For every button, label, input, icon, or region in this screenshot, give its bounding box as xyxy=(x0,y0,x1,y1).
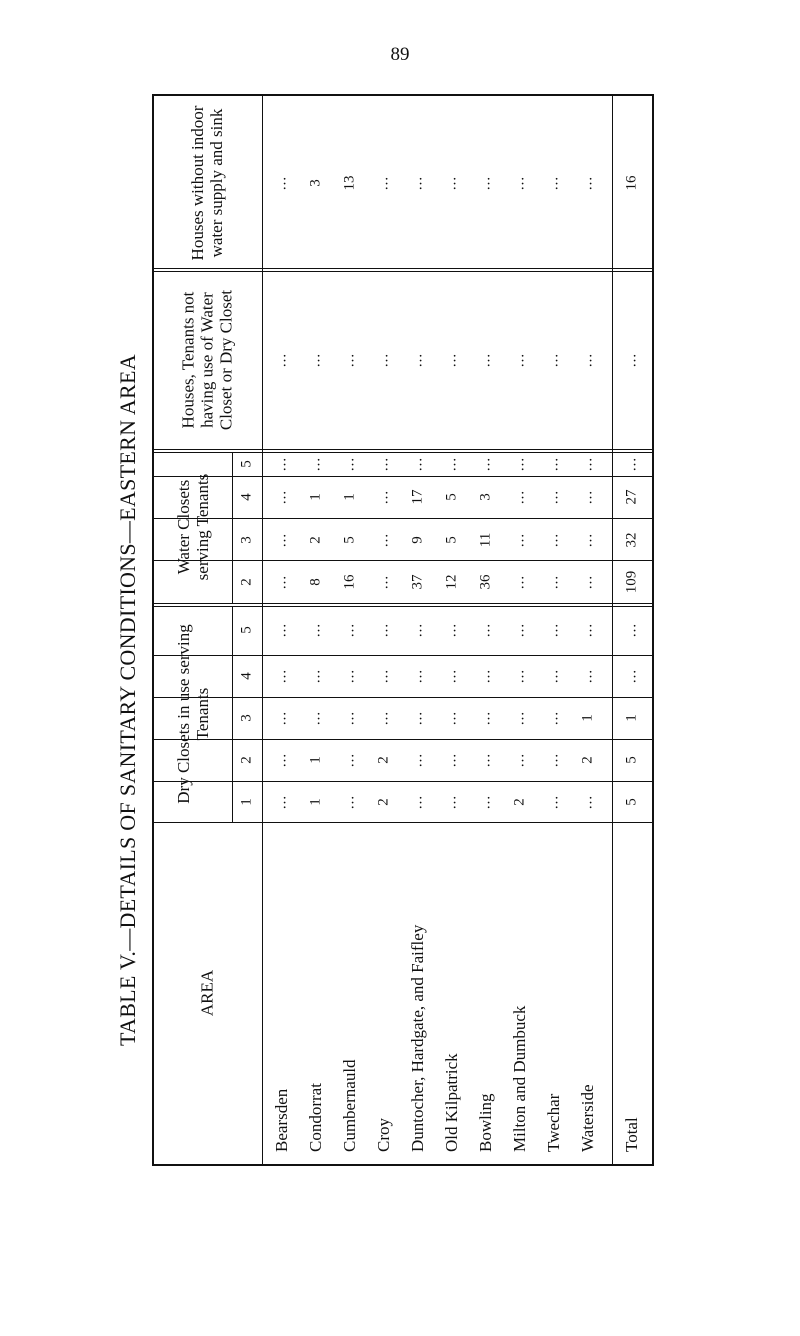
rule-dry-4-5 xyxy=(152,655,654,656)
rule-dry-1-2 xyxy=(152,781,654,782)
rule-top xyxy=(152,94,654,96)
rule-wc-2-3 xyxy=(152,518,654,519)
rule-bottom xyxy=(152,1164,654,1166)
rule-dry-2-3 xyxy=(152,739,654,740)
rule-right xyxy=(652,94,654,1166)
rule-wc-4-5 xyxy=(152,476,654,477)
page-number: 89 xyxy=(390,44,410,65)
rule-sec-3b xyxy=(152,606,654,607)
rule-sec-4 xyxy=(152,822,654,823)
rule-dry-sub xyxy=(232,606,233,822)
rule-sec-2 xyxy=(152,449,654,450)
rule-sec-2b xyxy=(152,452,654,453)
rule-dry-3-4 xyxy=(152,697,654,698)
rule-sec-1b xyxy=(152,271,654,272)
rule-header xyxy=(262,94,263,1166)
rule-total xyxy=(612,94,613,1166)
rule-sec-3 xyxy=(152,603,654,604)
rule-wc-sub xyxy=(232,452,233,603)
rule-sec-1 xyxy=(152,268,654,269)
rule-wc-3-4 xyxy=(152,560,654,561)
rule-left xyxy=(152,94,154,1166)
